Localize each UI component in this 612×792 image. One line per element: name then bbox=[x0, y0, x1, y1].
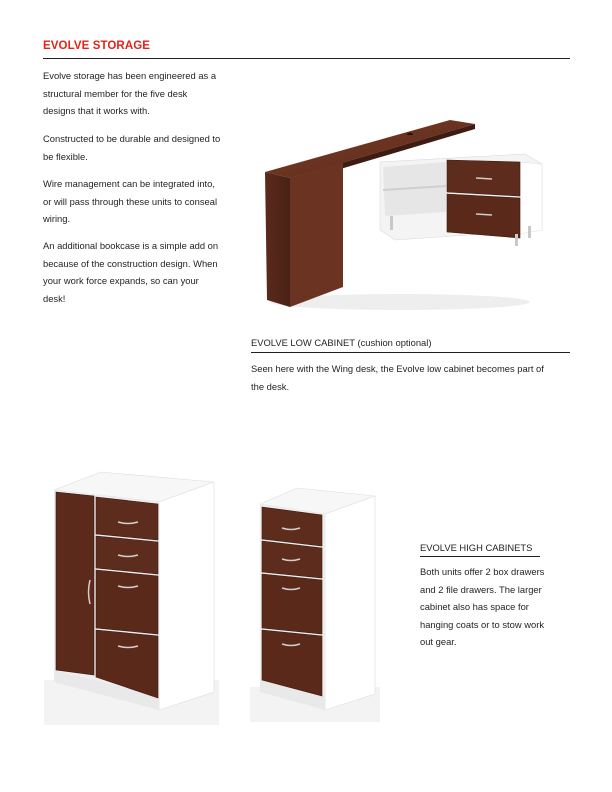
small-high-cabinet-image bbox=[250, 482, 380, 722]
intro-paragraph: Evolve storage has been engineered as a structural member for the five desk designs that it works with. bbox=[43, 70, 217, 116]
high-cabinets-description: Both units offer 2 box drawers and 2 file drawers. The larger cabinet also has space for hanging coats or to stow work out gear. bbox=[420, 566, 545, 647]
durability-paragraph: Constructed to be durable and designed to be flexible. bbox=[43, 133, 221, 162]
high-cabinets-heading: EVOLVE HIGH CABINETS bbox=[420, 542, 533, 553]
high-cabinets-divider bbox=[420, 556, 540, 557]
low-cabinet-description: Seen here with the Wing desk, the Evolve low cabinet becomes part of the desk. bbox=[251, 363, 544, 392]
title-divider bbox=[43, 58, 570, 59]
low-cabinet-divider bbox=[251, 352, 570, 353]
large-high-cabinet-image bbox=[44, 470, 219, 725]
wire-management-paragraph: Wire management can be integrated into, or will pass through these units to conseal wiring. bbox=[43, 178, 218, 224]
desk-with-low-cabinet-image bbox=[250, 112, 550, 317]
bookcase-paragraph: An additional bookcase is a simple add on because of the construction design. When your work force expands, so can your desk! bbox=[43, 240, 219, 304]
low-cabinet-heading: EVOLVE LOW CABINET (cushion optional) bbox=[251, 337, 432, 348]
section-title: EVOLVE STORAGE bbox=[43, 40, 151, 52]
